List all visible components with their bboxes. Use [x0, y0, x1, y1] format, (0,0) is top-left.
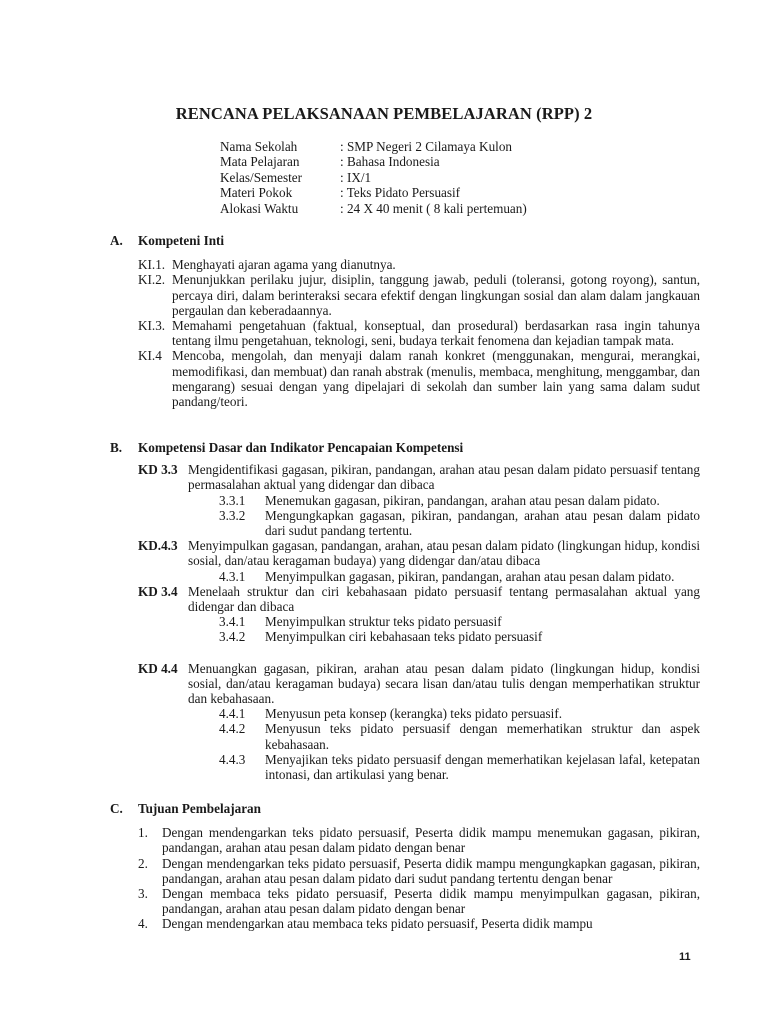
ki-item: [138, 257, 700, 272]
indicator-code: 4.4.1: [219, 706, 246, 722]
objective-text: Dengan mendengarkan teks pidato persuasif, Peserta didik mampu menemukan gagasan, pikiran, pandangan, arahan atau pesan dalam pidato dengan benar: [162, 825, 700, 856]
indicator-item: [219, 629, 700, 644]
indicator-text: Menyusun teks pidato persuasif dengan memerhatikan struktur dan aspek kebahasaan.: [265, 721, 700, 752]
indicator-code: 3.3.2: [219, 507, 246, 523]
kd-item: [138, 538, 700, 568]
identity-value: : SMP Negeri 2 Cilamaya Kulon: [340, 139, 513, 154]
ki-item: [138, 318, 700, 348]
ki-text: Memahami pengetahuan (faktual, konseptual, dan prosedural) berdasarkan rasa ingin tahunya tentang ilmu pengetahuan, teknologi, seni, budaya terkait fenomena dan kejadian tampak mata.: [172, 318, 700, 349]
indicator-item: [219, 508, 700, 538]
objective-item: [138, 916, 700, 931]
kd-text: Menuangkan gagasan, pikiran, arahan atau pesan dalam pidato (lingkungan hidup, kondisi sosial, dan/atau keragaman budaya) secara lisan dan/atau tulis dengan memperhatikan struktur dan kebahasaan.: [188, 660, 700, 707]
kd-code: KD 3.3: [138, 462, 178, 478]
section-tujuan-pembelajaran: [110, 801, 700, 932]
identity-value: : 24 X 40 menit ( 8 kali pertemuan): [340, 200, 527, 216]
objective-item: [138, 856, 700, 886]
identity-row: [220, 139, 527, 154]
objective-number: 2.: [138, 855, 148, 871]
ki-text: Mencoba, mengolah, dan menyaji dalam ranah konkret (menggunakan, mengurai, merangkai, memodifikasi, dan membuat) dan ranah abstrak (menulis, membaca, menghitung, menggambar, dan mengarang) sesuai dengan yang dipelajari di sekolah dan sumber lain yang sama dalam sudut pandang/teori.: [172, 348, 700, 410]
identity-value: : IX/1: [340, 169, 372, 185]
section-kompetensi-dasar: [110, 440, 700, 782]
kd-text: Mengidentifikasi gagasan, pikiran, pandangan, arahan atau pesan dalam pidato persuasif tentang permasalahan aktual yang didengar dan dibaca: [188, 462, 700, 493]
objective-item: [138, 825, 700, 855]
kd-item: [138, 661, 700, 707]
objective-item: [138, 886, 700, 916]
page-title: RENCANA PELAKSANAAN PEMBELAJARAN (RPP) 2: [175, 104, 593, 123]
ki-code: KI.4: [138, 348, 162, 364]
indicator-code: 4.3.1: [219, 568, 246, 584]
indicator-code: 3.4.1: [219, 614, 246, 630]
ki-text: Menghayati ajaran agama yang dianutnya.: [172, 257, 396, 273]
identity-label: Materi Pokok: [220, 185, 293, 201]
section-letter: B.: [110, 440, 123, 455]
kd-code: KD 4.4: [138, 660, 178, 676]
objective-text: Dengan mendengarkan teks pidato persuasif, Peserta didik mampu mengungkapkan gagasan, pikiran, pandangan, arahan atau pesan dalam pidato dari sudut pandang tertentu dengan benar: [162, 855, 700, 886]
kd-text: Menelaah struktur dan ciri kebahasaan pidato persuasif tentang permasalahan aktual yang didengar dan dibaca: [188, 583, 700, 615]
ki-item: [138, 272, 700, 318]
kd-code: KD 3.4: [138, 583, 178, 599]
section-heading: [110, 233, 700, 248]
ki-text: Menunjukkan perilaku jujur, disiplin, tanggung jawab, peduli (toleransi, gotong royong), santun, percaya diri, dalam berinteraksi secara efektif dengan lingkungan sosial dan alam dalam jangkauan pergaulan dan keberadaannya.: [172, 272, 700, 318]
indicator-text: Menemukan gagasan, pikiran, pandangan, arahan atau pesan dalam pidato.: [265, 492, 660, 508]
indicator-item: [219, 569, 700, 584]
ki-code: KI.2.: [138, 272, 166, 288]
identity-value: : Bahasa Indonesia: [340, 154, 440, 170]
section-kompetensi-inti: [110, 233, 700, 409]
identity-value: : Teks Pidato Persuasif: [340, 185, 461, 201]
indicator-code: 4.4.3: [219, 751, 246, 767]
section-heading: [110, 440, 700, 455]
indicator-code: 3.4.2: [219, 629, 246, 645]
section-title: Kompeteni Inti: [138, 233, 225, 248]
indicator-text: Menyajikan teks pidato persuasif dengan memerhatikan kejelasan lafal, ketepatan intonasi, dan artikulasi yang benar.: [265, 751, 700, 783]
indicator-text: Menyimpulkan gagasan, pikiran, pandangan, arahan atau pesan dalam pidato.: [265, 568, 675, 584]
kd-text: Menyimpulkan gagasan, pandangan, arahan, atau pesan dalam pidato (lingkungan hidup, kondisi sosial, dan/atau keragaman budaya) yang didengar dan/atau dibaca: [188, 538, 700, 569]
identity-row: [220, 201, 527, 216]
indicator-text: Menyusun peta konsep (kerangka) teks pidato persuasif.: [265, 706, 563, 722]
section-heading: [110, 801, 700, 816]
identity-label: Alokasi Waktu: [220, 200, 299, 216]
identity-row: [220, 154, 527, 169]
kd-item: [138, 462, 700, 492]
kd-item: [138, 584, 700, 614]
identity-block: [220, 139, 527, 216]
indicator-text: Mengungkapkan gagasan, pikiran, pandangan, arahan atau pesan dalam pidato dari sudut pandang tertentu.: [265, 507, 700, 539]
ki-code: KI.3.: [138, 318, 166, 334]
identity-label: Nama Sekolah: [220, 139, 298, 154]
indicator-code: 3.3.1: [219, 492, 246, 508]
section-letter: A.: [110, 233, 123, 248]
section-letter: C.: [110, 801, 123, 816]
page-number: 11: [679, 951, 691, 963]
indicator-text: Menyimpulkan struktur teks pidato persuasif: [265, 614, 502, 630]
ki-code: KI.1.: [138, 257, 166, 273]
objective-number: 3.: [138, 886, 148, 902]
kd-code: KD.4.3: [138, 538, 178, 554]
identity-row: [220, 170, 527, 185]
indicator-item: [219, 721, 700, 751]
indicator-code: 4.4.2: [219, 721, 246, 737]
indicator-text: Menyimpulkan ciri kebahasaan teks pidato persuasif: [265, 629, 543, 645]
section-title: Kompetensi Dasar dan Indikator Pencapaian Kompetensi: [138, 440, 464, 455]
identity-row: [220, 185, 527, 200]
objective-number: 1.: [138, 825, 148, 841]
objective-number: 4.: [138, 916, 148, 932]
section-title: Tujuan Pembelajaran: [138, 801, 261, 816]
indicator-item: [219, 706, 700, 721]
indicator-item: [219, 752, 700, 782]
indicator-item: [219, 614, 700, 629]
identity-label: Mata Pelajaran: [220, 154, 300, 170]
ki-item: [138, 348, 700, 409]
objective-text: Dengan mendengarkan atau membaca teks pidato persuasif, Peserta didik mampu: [162, 916, 593, 932]
objective-text: Dengan membaca teks pidato persuasif, Peserta didik mampu menyimpulkan gagasan, pikiran, pandangan, arahan atau pesan dalam pidato dengan benar: [162, 886, 700, 917]
indicator-item: [219, 493, 700, 508]
identity-label: Kelas/Semester: [220, 169, 303, 185]
